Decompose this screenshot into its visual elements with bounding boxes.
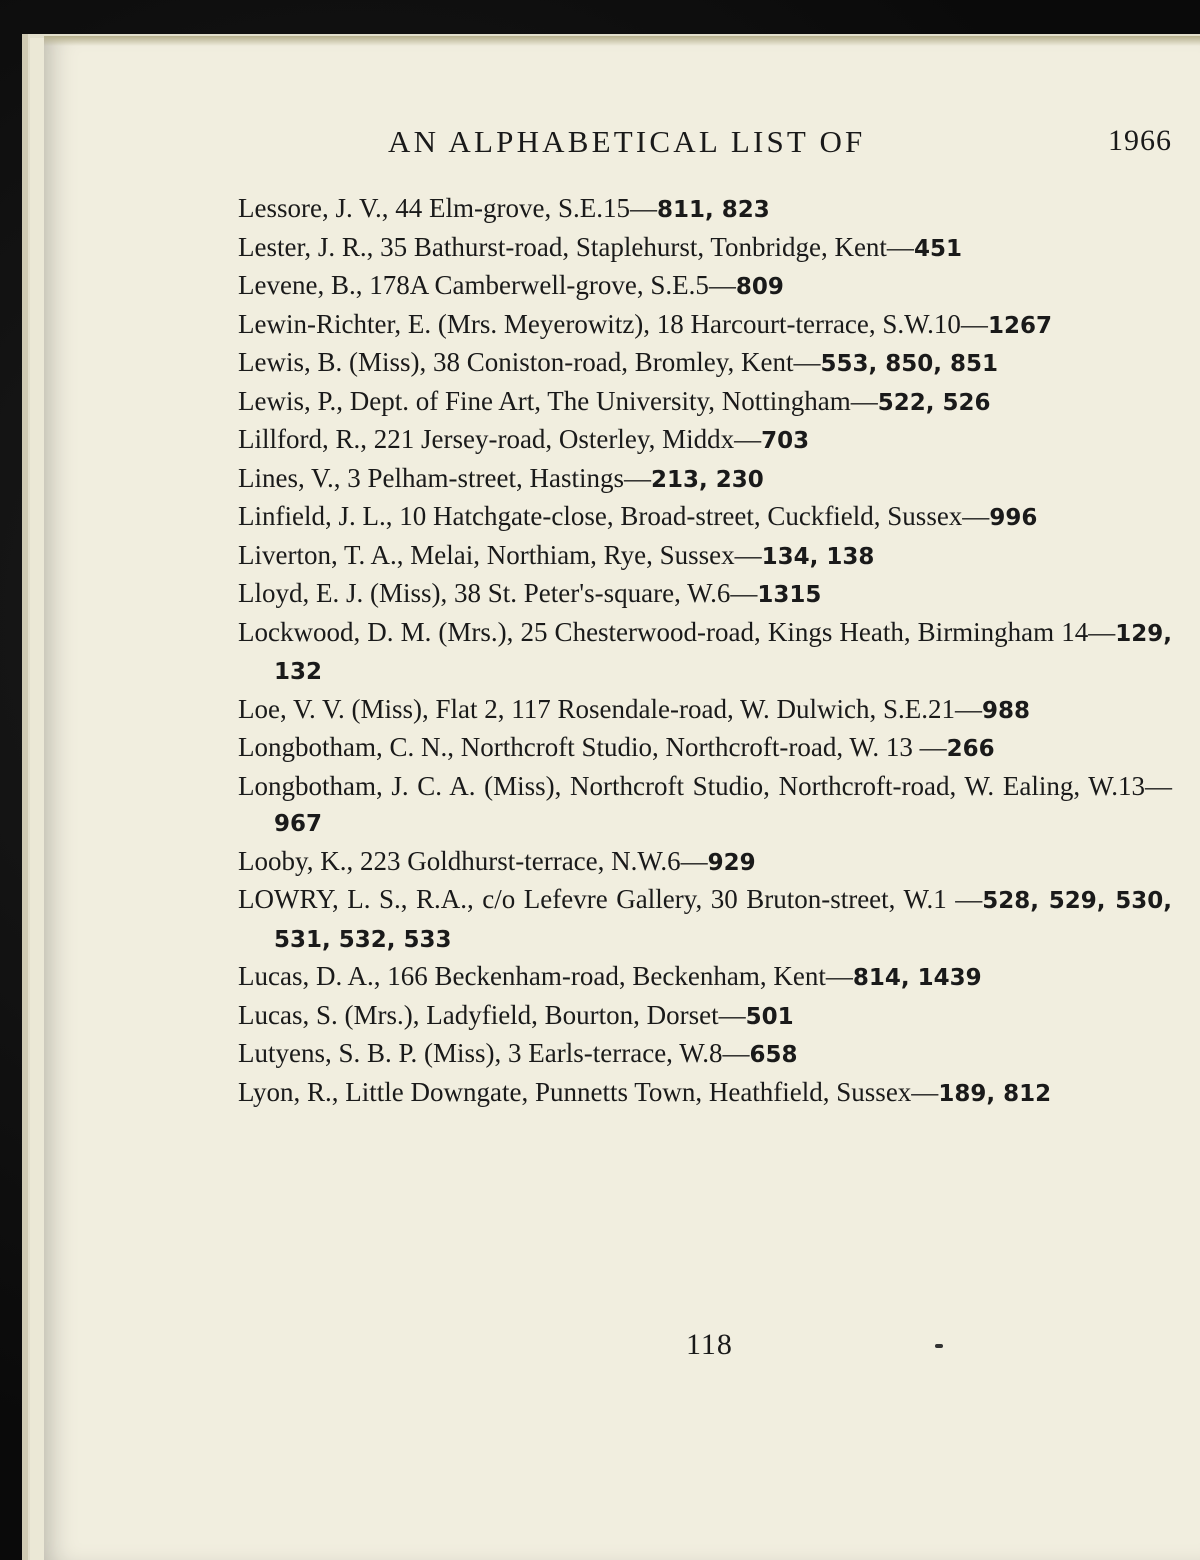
entry-numbers: 703: [761, 428, 810, 454]
entry-text: Longbotham, J. C. A. (Miss), Northcroft Studio, Northcroft-road, W. Ealing, W.13—: [238, 770, 1172, 801]
list-item: [238, 729, 1172, 768]
list-item: [238, 997, 1172, 1036]
list-item: [238, 383, 1172, 422]
list-item: [238, 190, 1172, 229]
entry-text: Lessore, J. V., 44 Elm-grove, S.E.15—: [238, 193, 657, 223]
entry-text: Loe, V. V. (Miss), Flat 2, 117 Rosendale-road, W. Dulwich, S.E.21—: [238, 693, 982, 724]
entry-numbers: 658: [749, 1042, 798, 1068]
entry-text: Linfield, J. L., 10 Hatchgate-close, Broad-street, Cuckfield, Sussex—: [238, 501, 990, 531]
list-item: [238, 229, 1172, 268]
entry-text: Lillford, R., 221 Jersey-road, Osterley, Middx—: [238, 424, 762, 454]
ink-speck: [935, 1344, 943, 1348]
entry-text: LOWRY, L. S., R.A., c/o Lefevre Gallery, 30 Bruton-street, W.1 —: [238, 884, 983, 914]
entry-numbers: 189, 812: [938, 1080, 1052, 1107]
running-head: [240, 124, 1172, 168]
list-item: [238, 460, 1172, 499]
page-top-shadow: [44, 36, 1200, 46]
entry-text: Lines, V., 3 Pelham-street, Hastings—: [238, 462, 651, 493]
list-item: [238, 1074, 1172, 1113]
entry-numbers: 967: [274, 811, 323, 837]
entry-numbers: 213, 230: [650, 466, 764, 493]
running-head-year: 1966: [1108, 124, 1172, 157]
list-item: [238, 498, 1172, 537]
entry-numbers: 134, 138: [761, 543, 875, 570]
entry-numbers: 929: [707, 849, 756, 876]
entry-text: Lockwood, D. M. (Mrs.), 25 Chesterwood-road, Kings Heath, Birmingham 14—: [238, 616, 1116, 647]
list-item: [238, 344, 1172, 383]
entry-numbers: 266: [946, 736, 995, 762]
entry-text: Lutyens, S. B. P. (Miss), 3 Earls-terrace, W.8—: [238, 1038, 750, 1068]
entry-numbers: 451: [913, 235, 962, 262]
entry-numbers: 522, 526: [877, 389, 991, 416]
entry-numbers: 501: [745, 1003, 794, 1030]
entry-numbers: 553, 850, 851: [820, 351, 998, 377]
page-number: 118: [686, 1328, 733, 1361]
list-item: [238, 537, 1172, 576]
entry-list: [238, 190, 1172, 1112]
entry-numbers: 996: [989, 505, 1038, 531]
list-item: [238, 691, 1172, 730]
entry-text: Levene, B., 178A Camberwell-grove, S.E.5—: [238, 270, 736, 300]
entry-numbers: 809: [735, 274, 784, 300]
entry-text: Lester, J. R., 35 Bathurst-road, Staplehurst, Tonbridge, Kent—: [238, 231, 914, 262]
entry-numbers: 129, 132: [274, 620, 1172, 685]
entry-text: Lewis, P., Dept. of Fine Art, The University, Nottingham—: [238, 385, 878, 416]
entry-text: Lewin-Richter, E. (Mrs. Meyerowitz), 18 Harcourt-terrace, S.W.10—: [238, 308, 988, 339]
entry-text: Liverton, T. A., Melai, Northiam, Rye, Sussex—: [238, 539, 762, 570]
list-item: [238, 881, 1172, 958]
entry-text: Lyon, R., Little Downgate, Punnetts Town, Heathfield, Sussex—: [238, 1076, 939, 1107]
entry-text: Longbotham, C. N., Northcroft Studio, Northcroft-road, W. 13 —: [238, 732, 947, 762]
list-item: [238, 575, 1172, 614]
entry-text: Lucas, S. (Mrs.), Ladyfield, Bourton, Dorset—: [238, 999, 746, 1030]
list-item: [238, 267, 1172, 306]
list-item: [238, 958, 1172, 997]
entry-numbers: 988: [982, 697, 1031, 724]
entry-numbers: 1267: [987, 312, 1052, 339]
list-item: [238, 306, 1172, 345]
entry-numbers: 1315: [757, 582, 822, 608]
entry-text: Lloyd, E. J. (Miss), 38 St. Peter's-square, W.6—: [238, 578, 758, 608]
list-item: [238, 768, 1172, 843]
list-item: [238, 614, 1172, 691]
entry-numbers: 528, 529, 530, 531, 532, 533: [274, 888, 1172, 953]
list-item: [238, 843, 1172, 882]
entry-text: Looby, K., 223 Goldhurst-terrace, N.W.6—: [238, 845, 708, 876]
entry-text: Lucas, D. A., 166 Beckenham-road, Beckenham, Kent—: [238, 961, 853, 991]
entry-text: Lewis, B. (Miss), 38 Coniston-road, Bromley, Kent—: [238, 347, 821, 377]
list-item: [238, 1035, 1172, 1074]
entry-numbers: 814, 1439: [852, 965, 982, 991]
entry-numbers: 811, 823: [656, 197, 770, 223]
running-head-title: AN ALPHABETICAL LIST OF: [388, 124, 866, 159]
list-item: [238, 421, 1172, 460]
